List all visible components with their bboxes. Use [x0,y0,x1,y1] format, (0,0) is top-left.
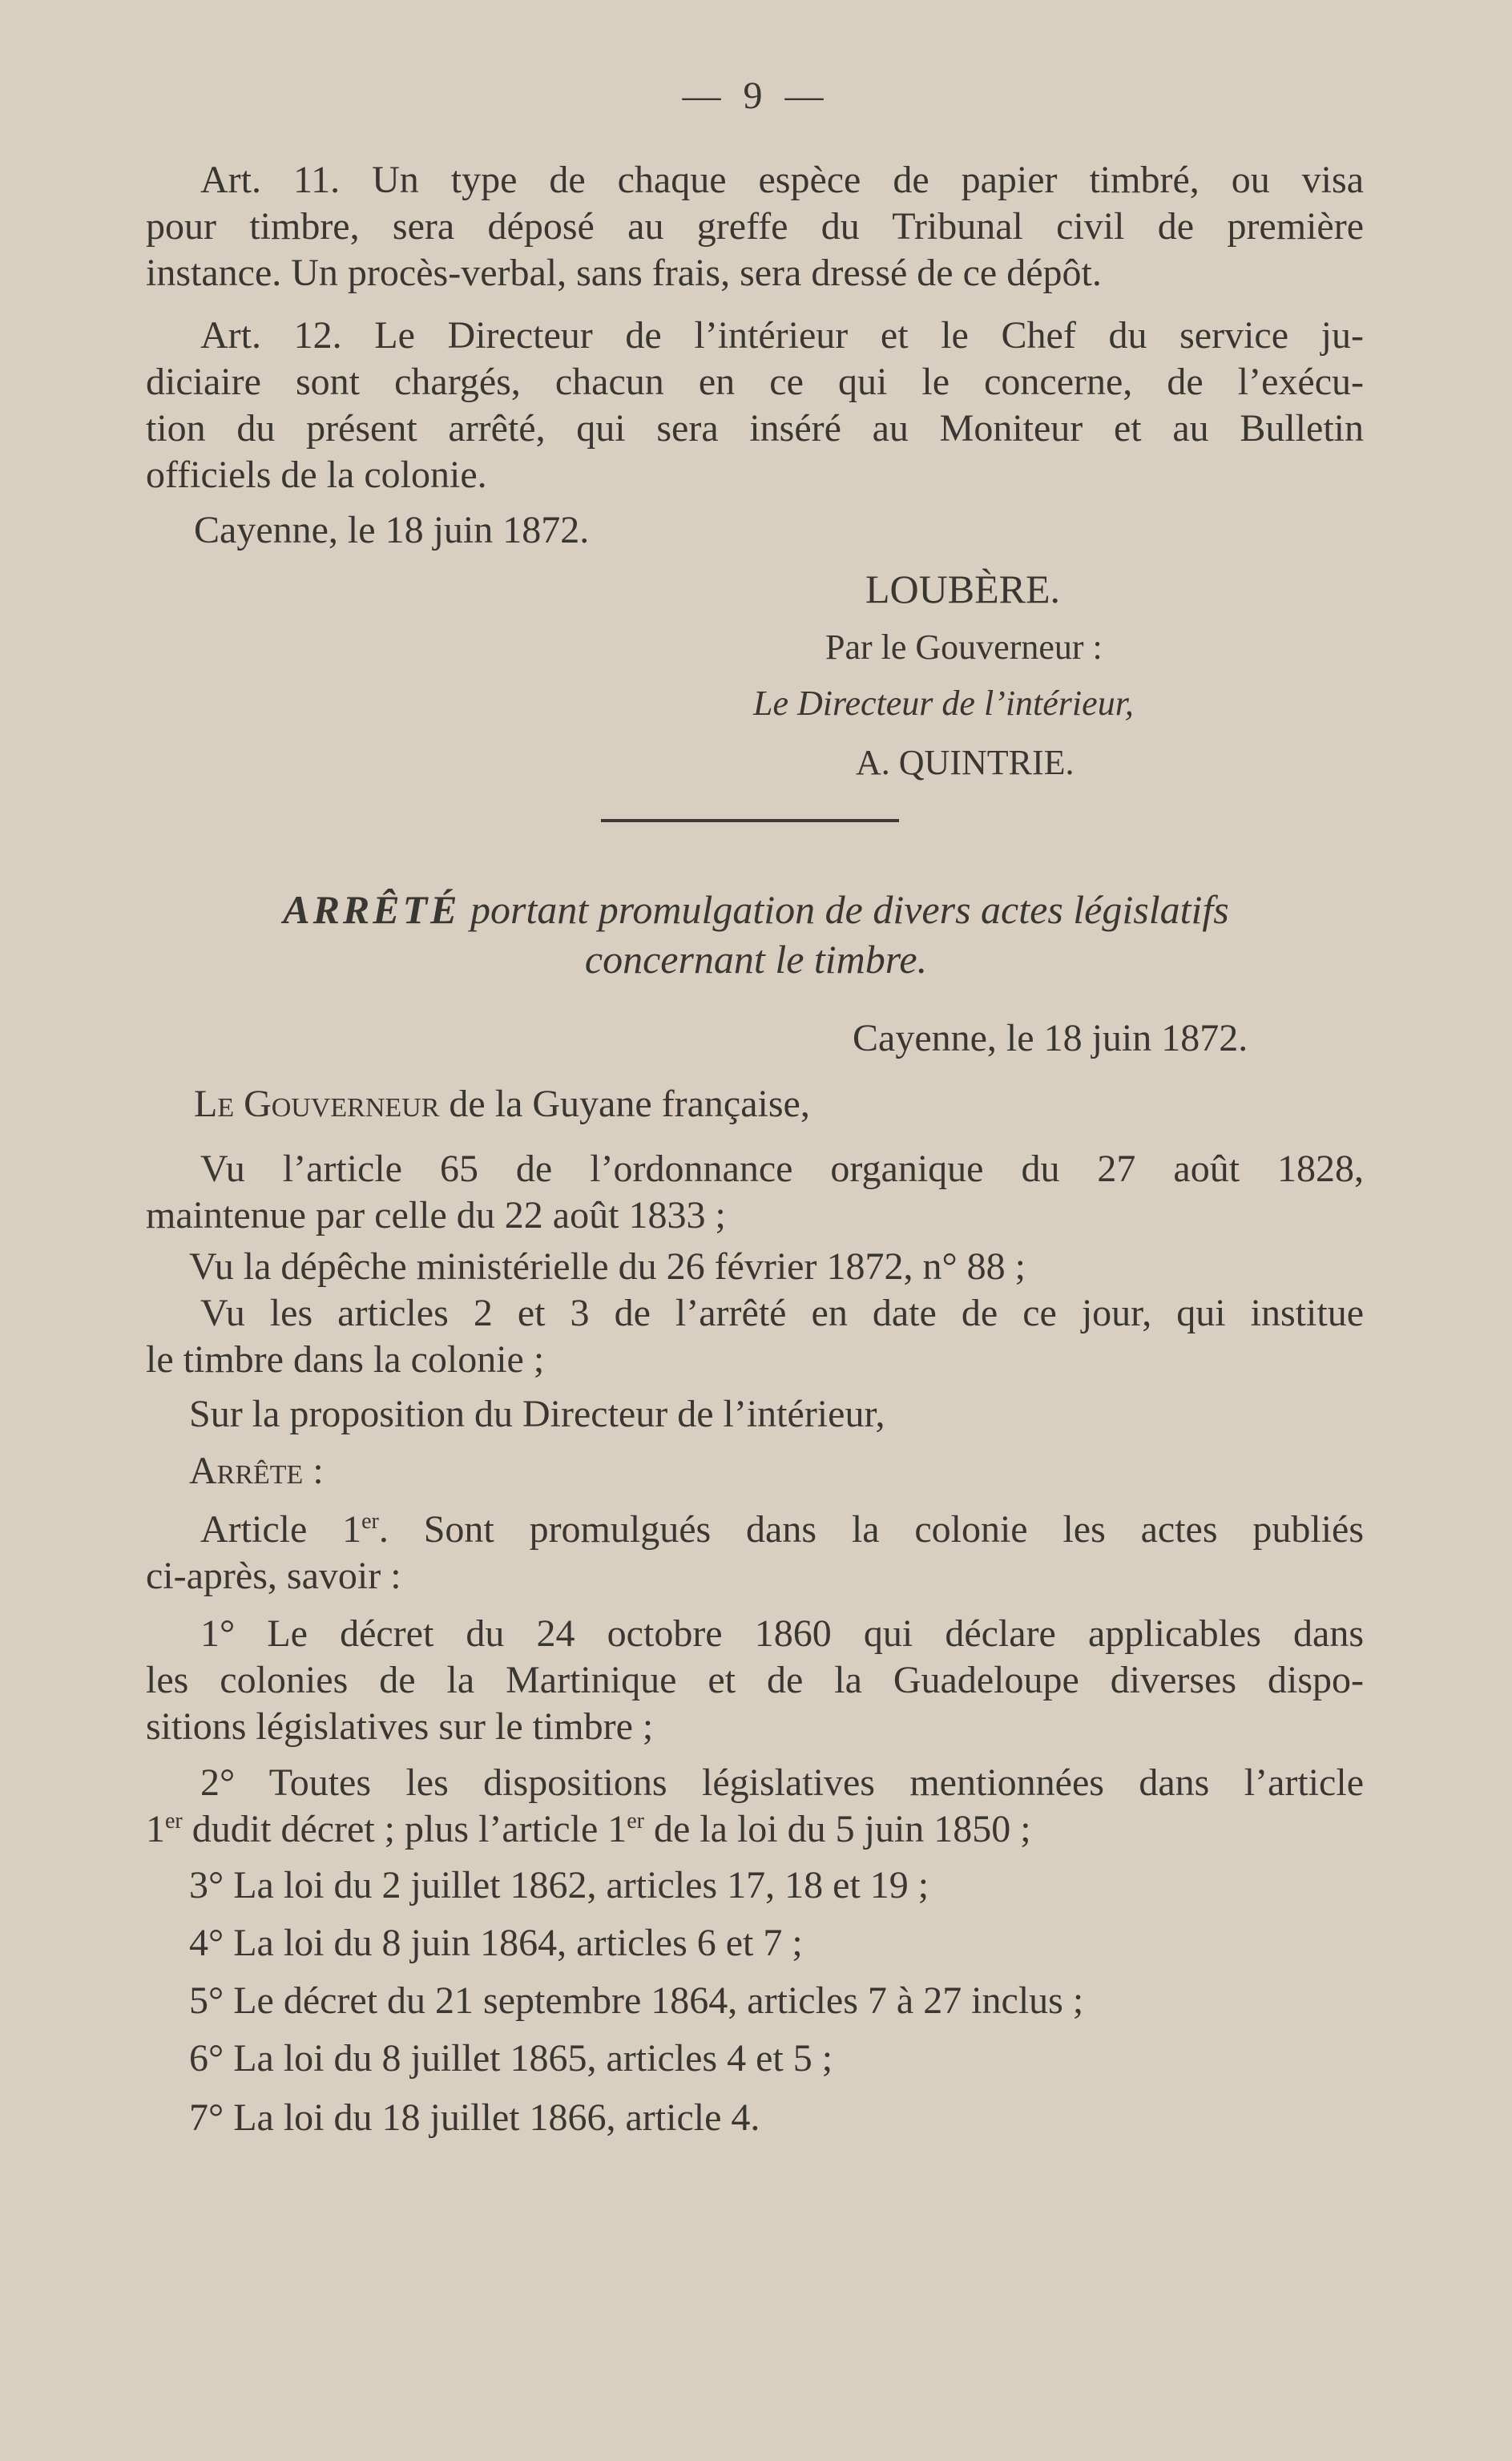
text-part: de la loi du 5 juin 1850 ; [644,1808,1031,1850]
list-item-5: 5° Le décret du 21 septembre 1864, articles 7 à 27 inclus ; [189,1979,1084,2022]
list-item-3: 3° La loi du 2 juillet 1862, articles 17, 18 et 19 ; [189,1864,929,1906]
decree-title [128,885,1384,984]
title-lead: ARRÊTÉ [283,887,461,932]
text-line: 2° Toutes les dispositions législatives mentionnées dans l’article [200,1761,1364,1804]
text-line: diciaire sont chargés, chacun en ce qui le concerne, de l’exécu- [146,361,1364,403]
superscript: er [361,1509,379,1534]
signature-countersign: A. QUINTRIE. [856,743,1075,782]
text-line: pour timbre, sera déposé au greffe du Tribunal civil de première [146,205,1364,248]
list-item-2 [146,1760,1364,1853]
article-1-text: . Sont promulgués dans la colonie les actes publiés [378,1508,1365,1551]
article-1 [146,1507,1364,1600]
gouverneur-rest: de la Guyane française, [439,1083,810,1125]
signature-by: Par le Gouverneur : [825,627,1103,667]
text-line: les colonies de la Martinique et de la Guadeloupe diverses dispo- [146,1659,1364,1701]
vu-depeche: Vu la dépêche ministérielle du 26 février 1872, n° 88 ; [189,1245,1026,1288]
arrete-heading: Arrête : [189,1450,324,1492]
list-item-6: 6° La loi du 8 juillet 1865, articles 4 et 5 ; [189,2037,833,2080]
text-line: Art. 12. Le Directeur de l’intérieur et le Chef du service ju- [200,314,1364,357]
separator-rule [601,819,899,822]
gouverneur-smallcaps: Le Gouverneur [194,1083,440,1125]
signature-name: LOUBÈRE. [865,567,1061,611]
text-line: tion du présent arrêté, qui sera inséré au Moniteur et au Bulletin [146,407,1364,450]
vu-ordonnance [146,1146,1364,1239]
text-line [146,1507,1364,1553]
proposition-line: Sur la proposition du Directeur de l’intérieur, [189,1393,885,1435]
superscript: er [627,1809,645,1834]
date-line: Cayenne, le 18 juin 1872. [194,509,590,551]
page-number: — 9 — [682,75,830,117]
gouverneur-line [194,1082,810,1126]
title-line-1 [128,885,1384,934]
list-item-7: 7° La loi du 18 juillet 1866, article 4. [189,2096,760,2139]
superscript: er [165,1809,183,1834]
text-line: Vu les articles 2 et 3 de l’arrêté en date de ce jour, qui institue [200,1292,1364,1334]
text-line: sitions législatives sur le timbre ; [146,1705,654,1748]
list-item-1 [146,1611,1364,1750]
signature-role: Le Directeur de l’intérieur, [753,684,1134,723]
article-1-label: Article 1 [200,1508,362,1551]
text-line: instance. Un procès-verbal, sans frais, sera dressé de ce dépôt. [146,252,1102,294]
text-line: le timbre dans la colonie ; [146,1338,545,1381]
article-11 [146,157,1364,297]
article-12 [146,313,1364,498]
text-line: ci-après, savoir : [146,1555,401,1597]
text-part: 1 [146,1808,165,1850]
text-part: dudit décret ; plus l’article 1 [182,1808,627,1850]
text-line [146,1806,1364,1853]
text-line: maintenue par celle du 22 août 1833 ; [146,1194,726,1237]
title-line-2: concernant le timbre. [584,937,928,982]
date-line-2: Cayenne, le 18 juin 1872. [853,1017,1248,1059]
title-rest: portant promulgation de divers actes législatifs [460,887,1229,932]
text-line: officiels de la colonie. [146,454,487,496]
list-item-4: 4° La loi du 8 juin 1864, articles 6 et 7 ; [189,1922,803,1964]
text-line: Art. 11. Un type de chaque espèce de papier timbré, ou visa [200,159,1364,201]
vu-articles [146,1290,1364,1383]
text-line: 1° Le décret du 24 octobre 1860 qui déclare applicables dans [200,1612,1364,1655]
text-line: Vu l’article 65 de l’ordonnance organique du 27 août 1828, [200,1148,1364,1190]
